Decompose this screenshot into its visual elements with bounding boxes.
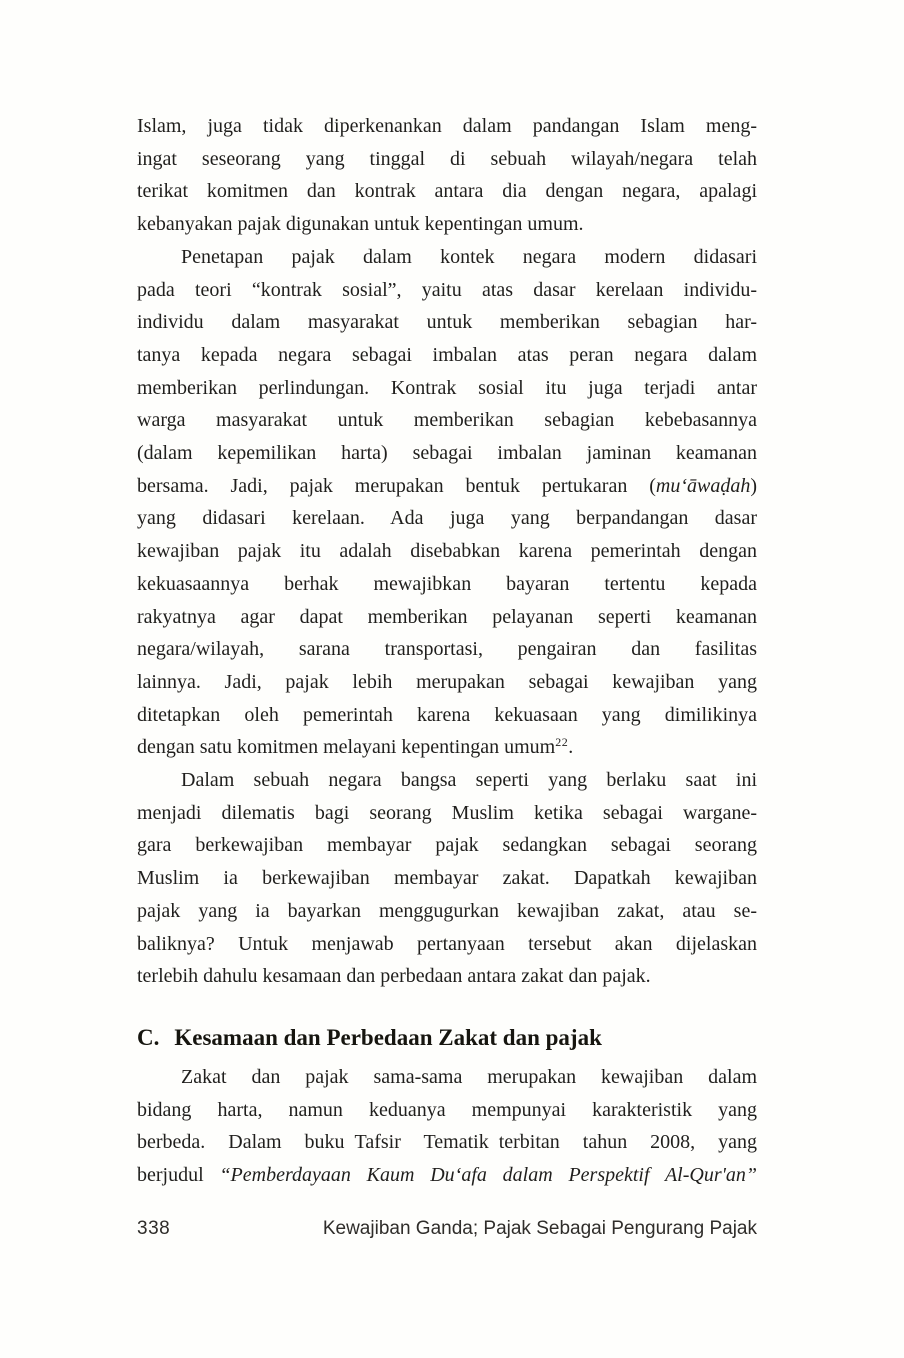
footnote-reference: 22 [555, 735, 569, 750]
text-line [137, 208, 757, 241]
text-line [137, 339, 757, 372]
text-line [137, 274, 757, 307]
text-line [137, 928, 757, 961]
text-run: bidang harta, namun keduanya mempunyai karakteristik yang [137, 1098, 757, 1121]
text-run: menjadi dilematis bagi seorang Muslim ketika sebagai wargane- [137, 801, 757, 824]
text-run: ingat seseorang yang tinggal di sebuah wilayah/negara telah [137, 147, 757, 170]
text-line [137, 372, 757, 405]
text-run: terlebih dahulu kesamaan dan perbedaan antara zakat dan pajak. [137, 965, 651, 988]
paragraph [137, 764, 757, 993]
text-run: bersama. Jadi, pajak merupakan bentuk pertukaran ( [137, 474, 656, 497]
text-line [137, 699, 757, 732]
text-line [137, 404, 757, 437]
text-run: berjudul [137, 1164, 220, 1187]
text-run: kebanyakan pajak digunakan untuk kepentingan umum. [137, 213, 584, 236]
text-run: kewajiban pajak itu adalah disebabkan karena pemerintah dengan [137, 540, 757, 563]
text-run: negara/wilayah, sarana transportasi, pengairan dan fasilitas [137, 638, 757, 661]
text-run: individu dalam masyarakat untuk memberikan sebagian har- [137, 311, 757, 334]
text-run: berbeda. Dalam buku Tafsir Tematik terbitan tahun 2008, yang [137, 1131, 757, 1154]
paragraph [137, 110, 757, 241]
text-run: pajak yang ia bayarkan menggugurkan kewajiban zakat, atau se- [137, 899, 757, 922]
text-line [137, 470, 757, 503]
text-run: yang didasari kerelaan. Ada juga yang berpandangan dasar [137, 507, 757, 530]
italic-term: mu‘āwaḍah [655, 474, 751, 497]
text-line [137, 175, 757, 208]
text-line [137, 764, 757, 797]
text-run: tanya kepada negara sebagai imbalan atas peran negara dalam [137, 343, 757, 366]
section-heading [137, 1020, 757, 1056]
text-line [137, 666, 757, 699]
italic-term: “Pemberdayaan Kaum Du‘afa dalam Perspektif Al-Qur'an” [219, 1164, 757, 1187]
text-run: rakyatnya agar dapat memberikan pelayanan seperti keamanan [137, 605, 757, 628]
text-line [137, 306, 757, 339]
section-heading-title: Kesamaan dan Perbedaan Zakat dan pajak [174, 1024, 602, 1050]
text-line [137, 829, 757, 862]
text-run: warga masyarakat untuk memberikan sebagian kebebasannya [137, 409, 757, 432]
text-line [137, 633, 757, 666]
text-line [137, 601, 757, 634]
text-run: lainnya. Jadi, pajak lebih merupakan sebagai kewajiban yang [137, 670, 757, 693]
text-run: dengan satu komitmen melayani kepentingan umum [137, 736, 556, 759]
paragraph [137, 241, 757, 764]
text-run: gara berkewajiban membayar pajak sedangkan sebagai seorang [137, 834, 757, 857]
text-run: ) [750, 474, 757, 497]
footer-running-title: Kewajiban Ganda; Pajak Sebagai Pengurang Pajak [322, 1218, 757, 1239]
text-run: (dalam kepemilikan harta) sebagai imbalan jaminan keamanan [137, 442, 757, 465]
text-run: Muslim ia berkewajiban membayar zakat. Dapatkah kewajiban [137, 867, 757, 890]
text-line [137, 862, 757, 895]
page-footer [137, 1218, 757, 1240]
text-run: Dalam sebuah negara bangsa seperti yang berlaku saat ini [181, 769, 757, 792]
text-run: memberikan perlindungan. Kontrak sosial itu juga terjadi antar [137, 376, 757, 399]
text-run: kekuasaannya berhak mewajibkan bayaran tertentu kepada [137, 572, 757, 595]
section-heading-label: C. [137, 1024, 160, 1050]
text-line [137, 895, 757, 928]
text-run: Zakat dan pajak sama-sama merupakan kewajiban dalam [181, 1065, 757, 1088]
page-number: 338 [137, 1218, 171, 1239]
page-text-block [137, 110, 757, 1192]
text-line [137, 143, 757, 176]
text-run: pada teori “kontrak sosial”, yaitu atas dasar kerelaan individu- [137, 278, 757, 301]
text-line [137, 568, 757, 601]
text-line [137, 1094, 757, 1127]
text-run: Penetapan pajak dalam kontek negara modern didasari [181, 245, 757, 268]
text-line [137, 437, 757, 470]
text-line [137, 535, 757, 568]
text-line [137, 110, 757, 143]
text-line [137, 1061, 757, 1094]
text-line [137, 502, 757, 535]
paragraph [137, 1061, 757, 1192]
text-run: . [568, 736, 574, 759]
text-line [137, 731, 757, 764]
text-line [137, 1159, 757, 1192]
text-line [137, 1126, 757, 1159]
text-run: terikat komitmen dan kontrak antara dia dengan negara, apalagi [137, 180, 757, 203]
text-run: baliknya? Untuk menjawab pertanyaan tersebut akan dijelaskan [137, 932, 757, 955]
text-run: ditetapkan oleh pemerintah karena kekuasaan yang dimilikinya [137, 703, 757, 726]
text-line [137, 960, 757, 993]
text-line [137, 797, 757, 830]
text-run: Islam, juga tidak diperkenankan dalam pandangan Islam meng- [137, 115, 757, 137]
text-line [137, 241, 757, 274]
